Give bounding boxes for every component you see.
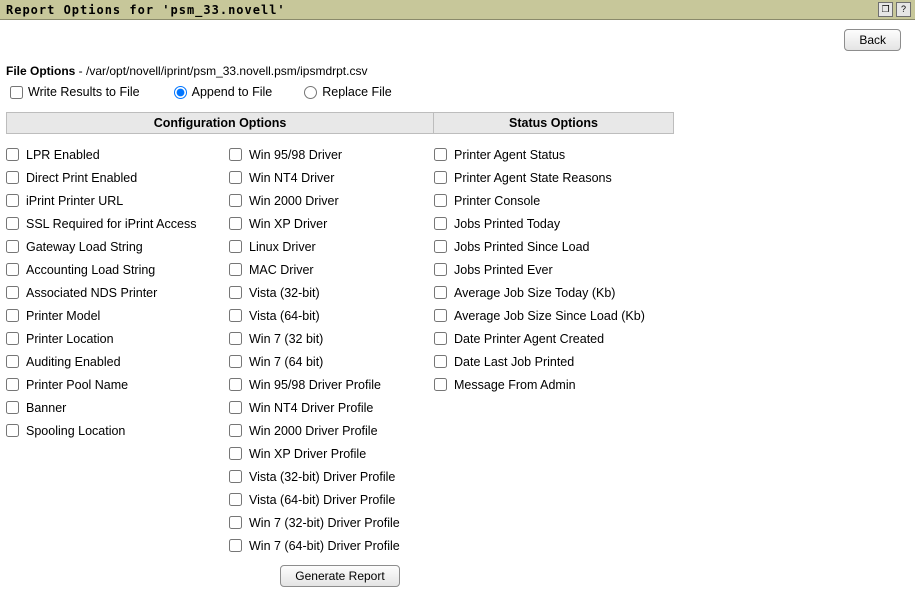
status-option[interactable] xyxy=(434,189,674,212)
status-option[interactable] xyxy=(434,327,674,350)
status-option-checkbox[interactable] xyxy=(434,171,447,184)
configuration-column-1 xyxy=(6,143,229,557)
append-to-file-option[interactable] xyxy=(174,85,273,99)
file-options-path: - /var/opt/novell/iprint/psm_33.novell.psm/ipsmdrpt.csv xyxy=(75,64,368,78)
status-option[interactable] xyxy=(434,235,674,258)
config-option-checkbox[interactable] xyxy=(6,401,19,414)
status-option-checkbox[interactable] xyxy=(434,309,447,322)
titlebar-icon-group xyxy=(878,2,911,17)
config-option[interactable] xyxy=(229,373,434,396)
status-option-label: Jobs Printed Today xyxy=(454,216,561,231)
config-option-label: Win XP Driver xyxy=(249,216,328,231)
status-option[interactable] xyxy=(434,143,674,166)
config-option[interactable] xyxy=(229,258,434,281)
config-option[interactable] xyxy=(229,396,434,419)
config-option-checkbox[interactable] xyxy=(6,355,19,368)
config-option-checkbox[interactable] xyxy=(229,217,242,230)
window-title: Report Options for 'psm_33.novell' xyxy=(6,2,286,17)
toolbar xyxy=(0,20,915,60)
config-option-label: LPR Enabled xyxy=(26,147,100,162)
config-option[interactable] xyxy=(6,212,229,235)
status-option-checkbox[interactable] xyxy=(434,194,447,207)
config-option[interactable] xyxy=(6,189,229,212)
config-option-label: Associated NDS Printer xyxy=(26,285,158,300)
config-option[interactable] xyxy=(6,281,229,304)
config-option-label: Win 7 (64 bit) xyxy=(249,354,324,369)
status-option-label: Printer Console xyxy=(454,193,541,208)
file-options-label: File Options xyxy=(6,64,76,78)
write-results-to-file-label: Write Results to File xyxy=(28,85,140,99)
config-option-checkbox[interactable] xyxy=(229,424,242,437)
config-option-label: Win NT4 Driver xyxy=(249,170,335,185)
config-option-checkbox[interactable] xyxy=(229,470,242,483)
config-option-checkbox[interactable] xyxy=(6,424,19,437)
config-option-label: Win 2000 Driver xyxy=(249,193,339,208)
config-option[interactable] xyxy=(229,304,434,327)
config-option-label: Accounting Load String xyxy=(26,262,156,277)
config-option-label: Win 95/98 Driver Profile xyxy=(249,377,381,392)
status-option[interactable] xyxy=(434,258,674,281)
config-option-label: Win 2000 Driver Profile xyxy=(249,423,378,438)
config-option[interactable] xyxy=(229,534,434,557)
config-option-checkbox[interactable] xyxy=(229,148,242,161)
config-option-checkbox[interactable] xyxy=(6,332,19,345)
config-option-checkbox[interactable] xyxy=(6,171,19,184)
status-column xyxy=(434,143,674,557)
window-titlebar xyxy=(0,0,915,20)
config-option-checkbox[interactable] xyxy=(6,148,19,161)
status-option-label: Message From Admin xyxy=(454,377,576,392)
config-option-label: Vista (64-bit) Driver Profile xyxy=(249,492,396,507)
config-option[interactable] xyxy=(229,327,434,350)
file-options-controls xyxy=(6,85,915,99)
config-option-label: Linux Driver xyxy=(249,239,316,254)
config-option[interactable] xyxy=(229,281,434,304)
replace-file-option[interactable] xyxy=(304,85,391,99)
config-option-checkbox[interactable] xyxy=(6,240,19,253)
config-option-checkbox[interactable] xyxy=(229,355,242,368)
config-option[interactable] xyxy=(6,258,229,281)
status-option-label: Date Printer Agent Created xyxy=(454,331,605,346)
config-option[interactable] xyxy=(6,166,229,189)
config-option-checkbox[interactable] xyxy=(229,539,242,552)
options-sections xyxy=(0,112,915,587)
status-option-checkbox[interactable] xyxy=(434,240,447,253)
status-option-label: Printer Agent State Reasons xyxy=(454,170,612,185)
config-option[interactable] xyxy=(229,442,434,465)
config-option-checkbox[interactable] xyxy=(229,171,242,184)
config-option-checkbox[interactable] xyxy=(229,378,242,391)
config-option[interactable] xyxy=(6,419,229,442)
config-option-checkbox[interactable] xyxy=(229,401,242,414)
config-option[interactable] xyxy=(6,235,229,258)
config-option[interactable] xyxy=(229,465,434,488)
status-option-label: Date Last Job Printed xyxy=(454,354,575,369)
config-option-label: Vista (32-bit) Driver Profile xyxy=(249,469,396,484)
replace-file-label: Replace File xyxy=(322,85,392,99)
config-option-label: Auditing Enabled xyxy=(26,354,121,369)
config-option-checkbox[interactable] xyxy=(6,263,19,276)
section-header-row xyxy=(6,112,674,134)
config-option[interactable] xyxy=(229,350,434,373)
status-option-label: Printer Agent Status xyxy=(454,147,566,162)
config-option-label: Win 7 (32 bit) xyxy=(249,331,324,346)
config-option[interactable] xyxy=(6,350,229,373)
config-option-label: Win NT4 Driver Profile xyxy=(249,400,374,415)
config-option[interactable] xyxy=(229,166,434,189)
status-option[interactable] xyxy=(434,281,674,304)
status-option-checkbox[interactable] xyxy=(434,378,447,391)
config-option-label: Win XP Driver Profile xyxy=(249,446,367,461)
config-option[interactable] xyxy=(6,304,229,327)
append-to-file-label: Append to File xyxy=(191,85,273,99)
config-option[interactable] xyxy=(229,212,434,235)
status-option-checkbox[interactable] xyxy=(434,286,447,299)
restore-window-icon[interactable]: ❐ xyxy=(878,2,893,17)
config-option-label: Printer Model xyxy=(26,308,101,323)
back-button[interactable]: Back xyxy=(844,29,901,51)
config-option[interactable] xyxy=(229,235,434,258)
config-option-checkbox[interactable] xyxy=(229,194,242,207)
status-option-checkbox[interactable] xyxy=(434,355,447,368)
replace-file-radio[interactable] xyxy=(304,86,317,99)
write-results-to-file-option[interactable] xyxy=(10,85,140,99)
status-option-label: Average Job Size Since Load (Kb) xyxy=(454,308,645,323)
config-option-checkbox[interactable] xyxy=(6,309,19,322)
config-option-label: MAC Driver xyxy=(249,262,314,277)
append-to-file-radio[interactable] xyxy=(174,86,187,99)
config-option-checkbox[interactable] xyxy=(229,240,242,253)
config-option-checkbox[interactable] xyxy=(6,194,19,207)
options-columns xyxy=(6,134,909,557)
status-option-checkbox[interactable] xyxy=(434,217,447,230)
config-option-label: Banner xyxy=(26,400,67,415)
config-option-label: Direct Print Enabled xyxy=(26,170,138,185)
config-option-label: Vista (32-bit) xyxy=(249,285,320,300)
config-option-checkbox[interactable] xyxy=(6,286,19,299)
config-option-label: Printer Pool Name xyxy=(26,377,129,392)
status-option[interactable] xyxy=(434,350,674,373)
status-option-checkbox[interactable] xyxy=(434,263,447,276)
config-option[interactable] xyxy=(6,373,229,396)
config-option-checkbox[interactable] xyxy=(229,263,242,276)
config-option-label: Vista (64-bit) xyxy=(249,308,320,323)
write-results-to-file-checkbox[interactable] xyxy=(10,86,23,99)
config-option-label: Printer Location xyxy=(26,331,114,346)
generate-report-row xyxy=(6,565,674,587)
config-option-label: iPrint Printer URL xyxy=(26,193,124,208)
config-option[interactable] xyxy=(6,396,229,419)
status-option-label: Jobs Printed Since Load xyxy=(454,239,590,254)
status-option[interactable] xyxy=(434,304,674,327)
config-option-checkbox[interactable] xyxy=(229,516,242,529)
status-option-label: Jobs Printed Ever xyxy=(454,262,553,277)
status-options-header: Status Options xyxy=(433,112,674,134)
generate-report-button[interactable]: Generate Report xyxy=(280,565,399,587)
config-option-checkbox[interactable] xyxy=(229,286,242,299)
status-option-label: Average Job Size Today (Kb) xyxy=(454,285,616,300)
configuration-options-header: Configuration Options xyxy=(6,112,433,134)
config-option-checkbox[interactable] xyxy=(229,493,242,506)
config-option-label: Win 95/98 Driver xyxy=(249,147,343,162)
config-option[interactable] xyxy=(6,143,229,166)
config-option-label: Win 7 (32-bit) Driver Profile xyxy=(249,515,400,530)
config-option-checkbox[interactable] xyxy=(229,447,242,460)
configuration-column-2 xyxy=(229,143,434,557)
status-option[interactable] xyxy=(434,166,674,189)
file-options-section xyxy=(0,60,915,99)
config-option[interactable] xyxy=(229,189,434,212)
status-option[interactable] xyxy=(434,212,674,235)
config-option-checkbox[interactable] xyxy=(6,378,19,391)
config-option[interactable] xyxy=(229,143,434,166)
status-option[interactable] xyxy=(434,373,674,396)
config-option-checkbox[interactable] xyxy=(6,217,19,230)
help-icon[interactable]: ? xyxy=(896,2,911,17)
config-option-label: Win 7 (64-bit) Driver Profile xyxy=(249,538,400,553)
config-option-checkbox[interactable] xyxy=(229,332,242,345)
config-option-label: SSL Required for iPrint Access xyxy=(26,216,197,231)
config-option[interactable] xyxy=(229,488,434,511)
config-option-checkbox[interactable] xyxy=(229,309,242,322)
status-option-checkbox[interactable] xyxy=(434,332,447,345)
config-option[interactable] xyxy=(6,327,229,350)
status-option-checkbox[interactable] xyxy=(434,148,447,161)
config-option[interactable] xyxy=(229,511,434,534)
config-option-label: Spooling Location xyxy=(26,423,126,438)
config-option-label: Gateway Load String xyxy=(26,239,143,254)
config-option[interactable] xyxy=(229,419,434,442)
file-options-heading xyxy=(6,64,915,78)
